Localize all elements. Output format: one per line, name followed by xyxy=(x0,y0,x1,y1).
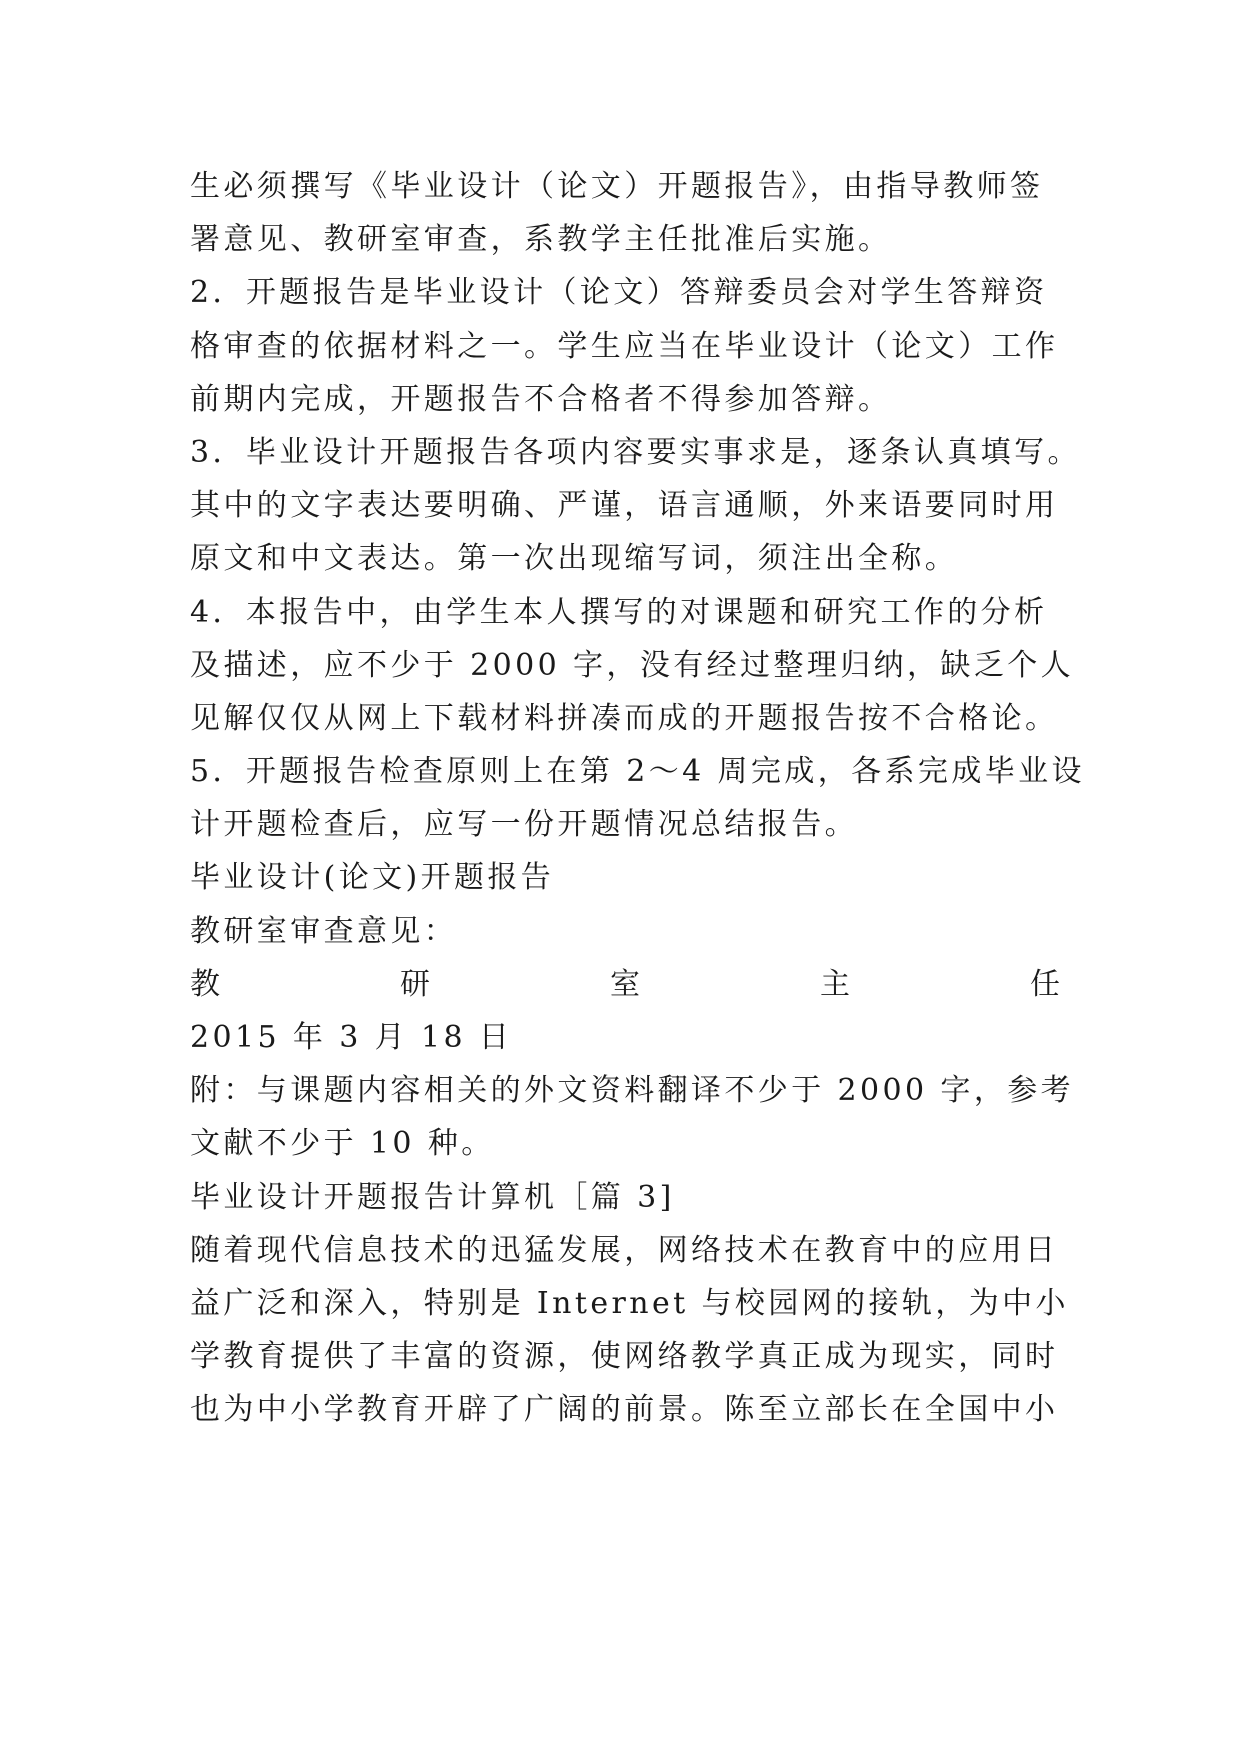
text-line: 及描述，应不少于 2000 字，没有经过整理归纳，缺乏个人 xyxy=(190,647,1075,683)
text-line: 前期内完成，开题报告不合格者不得参加答辩。 xyxy=(190,381,892,417)
signature-char: 任 xyxy=(1030,966,1060,1002)
text-line: 益广泛和深入，特别是 Internet 与校园网的接轨，为中小 xyxy=(190,1285,1069,1321)
text-line: 4．本报告中，由学生本人撰写的对课题和研究工作的分析 xyxy=(190,594,1048,630)
text-line: 其中的文字表达要明确、严谨，语言通顺，外来语要同时用 xyxy=(190,488,1059,524)
text-line: 文献不少于 10 种。 xyxy=(190,1126,495,1162)
review-opinion-label: 教研室审查意见： xyxy=(190,913,458,949)
text-line: 2．开题报告是毕业设计（论文）答辩委员会对学生答辩资 xyxy=(190,275,1048,311)
signature-line xyxy=(190,958,1060,1011)
document-page xyxy=(190,160,1085,1437)
text-line: 学教育提供了丰富的资源，使网络教学真正成为现实，同时 xyxy=(190,1339,1059,1375)
signature-char: 主 xyxy=(820,966,850,1002)
text-line: 计开题检查后，应写一份开题情况总结报告。 xyxy=(190,807,858,843)
text-line: 5．开题报告检查原则上在第 2～4 周完成，各系完成毕业设 xyxy=(190,754,1085,790)
text-line: 3．毕业设计开题报告各项内容要实事求是，逐条认真填写。 xyxy=(190,434,1081,470)
text-line: 随着现代信息技术的迅猛发展，网络技术在教育中的应用日 xyxy=(190,1232,1059,1268)
signature-char: 研 xyxy=(400,966,430,1002)
text-line: 原文和中文表达。第一次出现缩写词，须注出全称。 xyxy=(190,541,959,577)
text-line: 见解仅仅从网上下载材料拼凑而成的开题报告按不合格论。 xyxy=(190,700,1059,736)
text-line: 署意见、教研室审查，系教学主任批准后实施。 xyxy=(190,222,892,258)
section-title: 毕业设计开题报告计算机［篇 3] xyxy=(190,1179,675,1215)
text-line: 也为中小学教育开辟了广阔的前景。陈至立部长在全国中小 xyxy=(190,1392,1059,1428)
text-line: 生必须撰写《毕业设计（论文）开题报告》，由指导教师签 xyxy=(190,169,1044,204)
text-line: 格审查的依据材料之一。学生应当在毕业设计（论文）工作 xyxy=(190,328,1059,364)
signature-char: 教 xyxy=(190,966,220,1002)
text-line: 附：与课题内容相关的外文资料翻译不少于 2000 字，参考 xyxy=(190,1073,1075,1109)
section-title: 毕业设计(论文)开题报告 xyxy=(190,860,555,896)
signature-char: 室 xyxy=(610,966,640,1002)
date-line: 2015 年 3 月 18 日 xyxy=(190,1020,513,1055)
